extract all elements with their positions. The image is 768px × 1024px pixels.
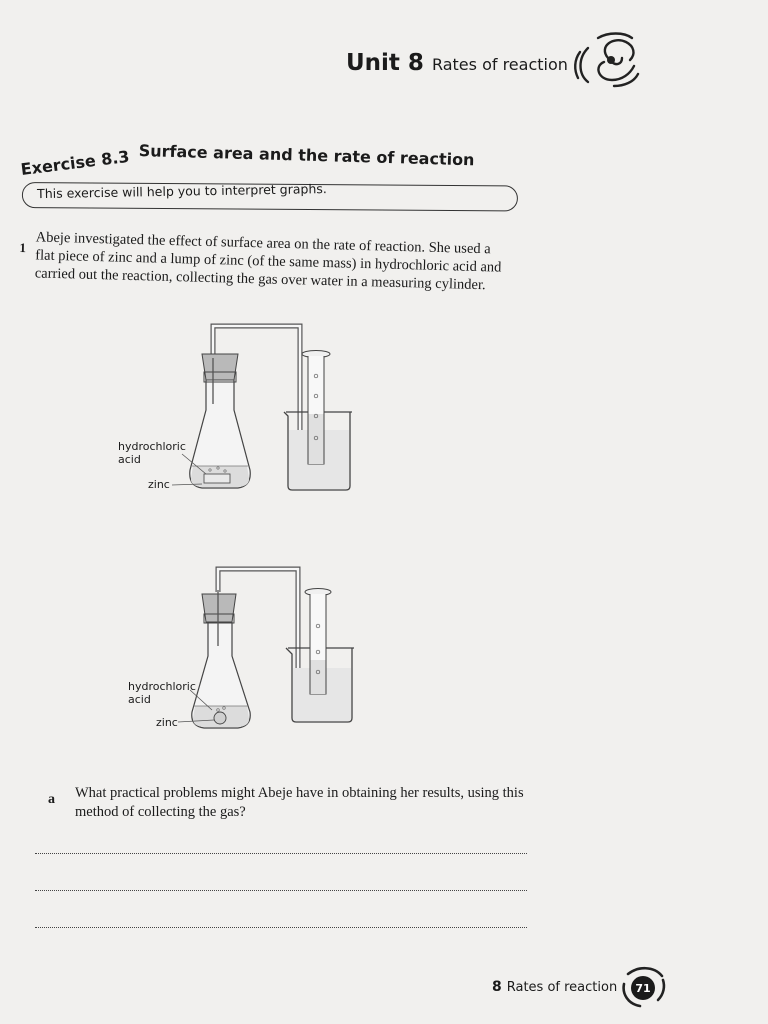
footer-unit-number: 8: [492, 979, 502, 995]
answer-line[interactable]: [35, 853, 527, 854]
apparatus-drawing: [120, 560, 380, 740]
apparatus-drawing: [110, 318, 370, 498]
answer-line[interactable]: [35, 927, 527, 928]
part-a-text: What practical problems might Abeje have in obtaining her results, using this method of collecting the gas?: [75, 785, 524, 820]
question-text: Abeje investigated the effect of surface area on the rate of reaction. She used a flat piece of zinc and a lump of zinc (of the same mass) in hydrochloric acid and carried out the reaction, collecting the gas over water in a measuring cylinder.: [34, 229, 502, 294]
question-1: [19, 228, 506, 294]
page-number-badge: [618, 964, 666, 1008]
page-number: 71: [635, 982, 651, 995]
swirl-icon: [568, 32, 642, 90]
question-number: 1: [19, 239, 27, 256]
answer-line[interactable]: [35, 890, 527, 891]
intro-box: [22, 182, 518, 211]
zinc-label: zinc: [156, 716, 178, 729]
unit-number: Unit 8: [346, 50, 424, 76]
intro-text: This exercise will help you to interpret graphs.: [36, 181, 327, 202]
zinc-label: zinc: [148, 478, 170, 491]
footer-unit-title: Rates of reaction: [506, 980, 618, 995]
exercise-label: Exercise 8.3: [19, 146, 131, 179]
unit-title: Rates of reaction: [431, 55, 568, 74]
apparatus-diagram-lump-zinc: [120, 560, 380, 740]
unit-header: [346, 50, 568, 76]
exercise-title: Surface area and the rate of reaction: [138, 141, 475, 170]
acid-label: hydrochloric acid: [128, 680, 196, 706]
apparatus-diagram-flat-zinc: [110, 318, 370, 498]
acid-label: hydrochloric acid: [118, 440, 186, 466]
part-letter: a: [48, 792, 55, 807]
page-footer: [492, 978, 617, 996]
